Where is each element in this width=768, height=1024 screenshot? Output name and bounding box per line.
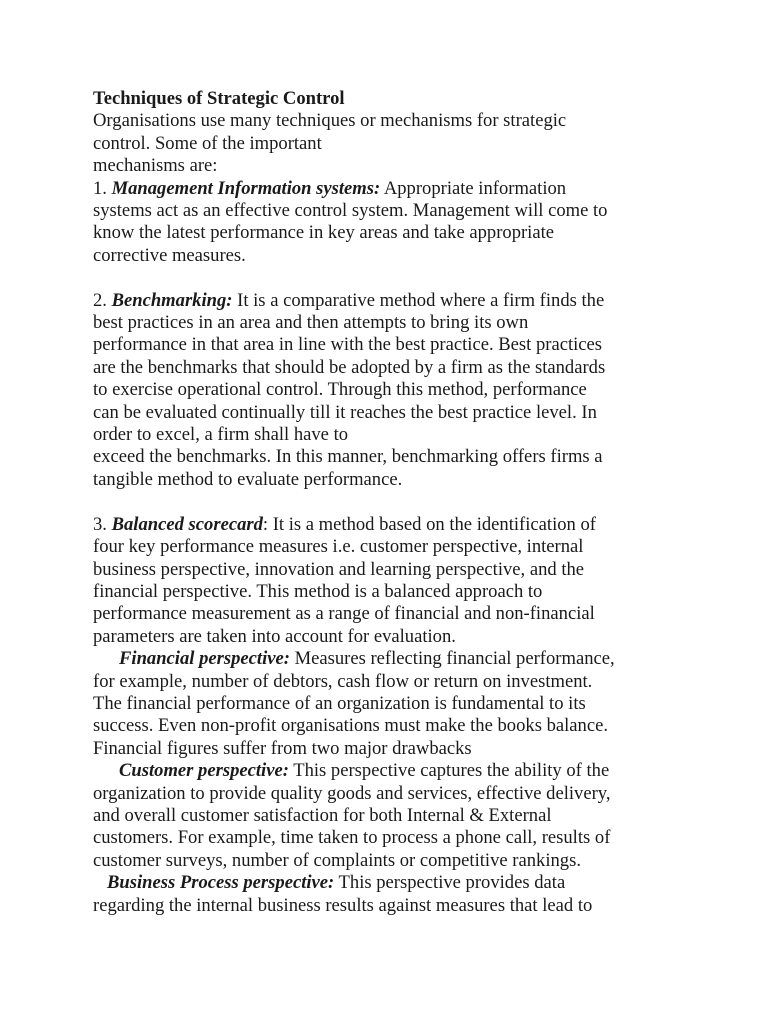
item3-first-text: It is a method based on the identification of	[268, 513, 596, 535]
item1-number: 1.	[93, 177, 112, 199]
financial-line: success. Even non-profit organisations must make the books balance.	[93, 715, 608, 737]
item3-colon: :	[262, 513, 269, 535]
financial-first-text: Measures reflecting financial performance,	[289, 648, 615, 670]
item2-line: to exercise operational control. Through this method, performance	[93, 379, 587, 401]
business-heading: Business Process perspective:	[107, 872, 335, 894]
intro-line: control. Some of the important	[93, 132, 322, 154]
item1-heading: Management Information systems:	[111, 177, 381, 199]
customer-line: organization to provide quality goods and services, effective delivery,	[93, 782, 611, 804]
item2-line: exceed the benchmarks. In this manner, benchmarking offers firms a	[93, 446, 603, 468]
financial-line: Financial figures suffer from two major drawbacks	[93, 737, 472, 759]
paragraph-gap	[93, 267, 683, 289]
business-first-line	[93, 872, 683, 894]
item3-line: financial perspective. This method is a balanced approach to	[93, 580, 543, 602]
business-line: regarding the internal business results against measures that lead to	[93, 894, 593, 916]
page-title: Techniques of Strategic Control	[93, 88, 345, 109]
item1-line: systems act as an effective control system. Management will come to	[93, 200, 608, 222]
item3-line: four key performance measures i.e. customer perspective, internal	[93, 536, 584, 558]
item2-line: can be evaluated continually till it reaches the best practice level. In	[93, 401, 597, 423]
item2-line: are the benchmarks that should be adopted by a firm as the standards	[93, 356, 606, 378]
financial-line: for example, number of debtors, cash flow or return on investment.	[93, 670, 593, 692]
item3-first-line	[93, 514, 683, 536]
item2-line: tangible method to evaluate performance.	[93, 468, 403, 490]
customer-line: and overall customer satisfaction for both Internal & External	[93, 804, 552, 826]
item1-first-text: Appropriate information	[380, 177, 567, 199]
item3-line: parameters are taken into account for evaluation.	[93, 625, 456, 647]
customer-heading: Customer perspective:	[119, 760, 289, 782]
financial-heading: Financial perspective:	[119, 648, 290, 670]
item2-heading: Benchmarking:	[111, 289, 233, 311]
item3-line: business perspective, innovation and learning perspective, and the	[93, 558, 585, 580]
item3-line: performance measurement as a range of financial and non-financial	[93, 603, 595, 625]
item2-line: order to excel, a firm shall have to	[93, 424, 349, 446]
item2-number: 2.	[93, 289, 112, 311]
item2-first-text: It is a comparative method where a firm finds the	[232, 289, 605, 311]
item3-heading: Balanced scorecard	[111, 513, 263, 535]
customer-line: customer surveys, number of complaints or competitive rankings.	[93, 849, 581, 871]
financial-first-line	[93, 648, 683, 670]
financial-line: The financial performance of an organization is fundamental to its	[93, 692, 586, 714]
item2-line: performance in that area in line with the best practice. Best practices	[93, 334, 603, 356]
business-first-text: This perspective provides data	[334, 872, 566, 894]
item1-line: know the latest performance in key areas and take appropriate	[93, 222, 555, 244]
paragraph-gap	[93, 491, 683, 513]
document-body	[93, 88, 683, 917]
customer-first-line	[93, 760, 683, 782]
intro-line: mechanisms are:	[93, 155, 218, 177]
customer-line: customers. For example, time taken to process a phone call, results of	[93, 827, 611, 849]
item3-number: 3.	[93, 513, 112, 535]
item2-first-line	[93, 290, 683, 312]
item1-line: corrective measures.	[93, 244, 246, 266]
item1-first-line	[93, 178, 683, 200]
item2-line: best practices in an area and then attempts to bring its own	[93, 312, 529, 334]
customer-first-text: This perspective captures the ability of the	[288, 760, 610, 782]
intro-line: Organisations use many techniques or mechanisms for strategic	[93, 110, 567, 132]
